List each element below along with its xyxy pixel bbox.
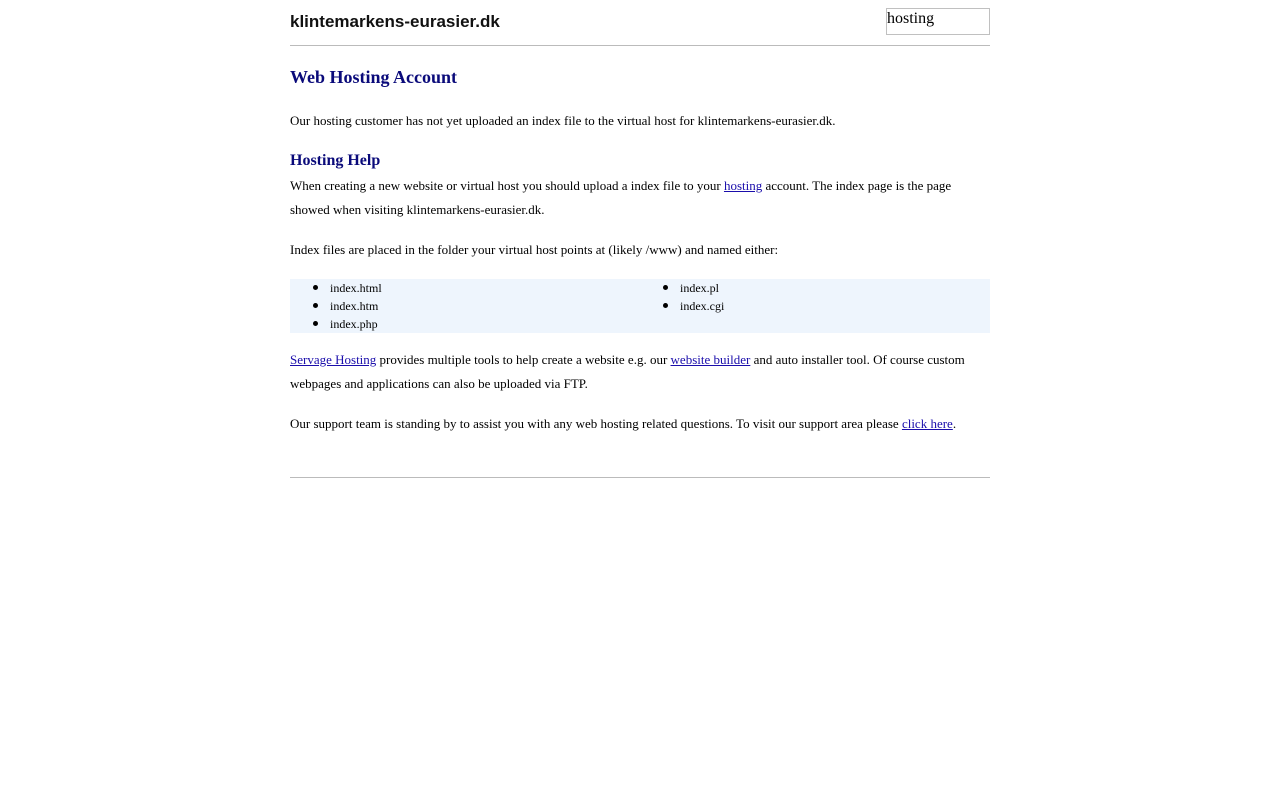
click-here-link[interactable]: click here: [901, 416, 953, 431]
list-item-label: index.html: [330, 281, 382, 295]
help-p4-before: Our support team is standing by to assist you with any web hosting related questions. To visit our support area please: [290, 416, 902, 431]
index-files-column-2: [680, 279, 724, 315]
list-item: [330, 279, 382, 297]
list-item: [330, 315, 382, 333]
hosting-logo-image: [886, 8, 990, 35]
help-paragraph-support: [290, 412, 990, 436]
intro-paragraph: Our hosting customer has not yet uploaded an index file to the virtual host for klintemarkens-eurasier.dk.: [290, 113, 836, 128]
help-p1-after: account. The index page is the page showed when visiting klintemarkens-eurasier.dk.: [290, 178, 952, 217]
list-item-label: index.php: [330, 317, 378, 331]
help-paragraph-upload: [290, 174, 990, 222]
index-files-column-1: [330, 279, 382, 333]
list-item: [680, 297, 724, 315]
website-builder-link[interactable]: website builder: [670, 352, 751, 367]
hosting-help-title: Hosting Help: [290, 152, 381, 169]
help-p4-after: .: [952, 416, 957, 431]
list-item-label: index.cgi: [680, 299, 725, 313]
list-item: [330, 297, 382, 315]
help-paragraph-tools: [290, 348, 990, 396]
hosting-link[interactable]: hosting: [723, 178, 763, 193]
bullet-icon: [313, 285, 318, 290]
bullet-icon: [313, 321, 318, 326]
page-title: Web Hosting Account: [290, 67, 458, 87]
bottom-divider: [290, 477, 990, 478]
hosting-logo-alt-text: hosting: [887, 10, 935, 27]
servage-hosting-link[interactable]: Servage Hosting: [290, 352, 377, 367]
help-p1-before: When creating a new website or virtual host you should upload a index file to your: [290, 178, 724, 193]
help-p3-after: and auto installer tool. Of course custom webpages and applications can also be uploaded via FTP.: [290, 352, 965, 391]
bullet-icon: [313, 303, 318, 308]
bullet-icon: [663, 303, 668, 308]
help-paragraph-index-files: Index files are placed in the folder your virtual host points at (likely /www) and named either:: [290, 242, 779, 257]
site-name: klintemarkens-eurasier.dk: [290, 12, 500, 31]
list-item-label: index.htm: [330, 299, 379, 313]
list-item: [680, 279, 724, 297]
bullet-icon: [663, 285, 668, 290]
header: [290, 0, 990, 46]
help-p3-mid: provides multiple tools to help create a website e.g. our: [376, 352, 671, 367]
list-item-label: index.pl: [680, 281, 719, 295]
page-container: [290, 0, 990, 431]
index-files-list: [290, 279, 990, 333]
